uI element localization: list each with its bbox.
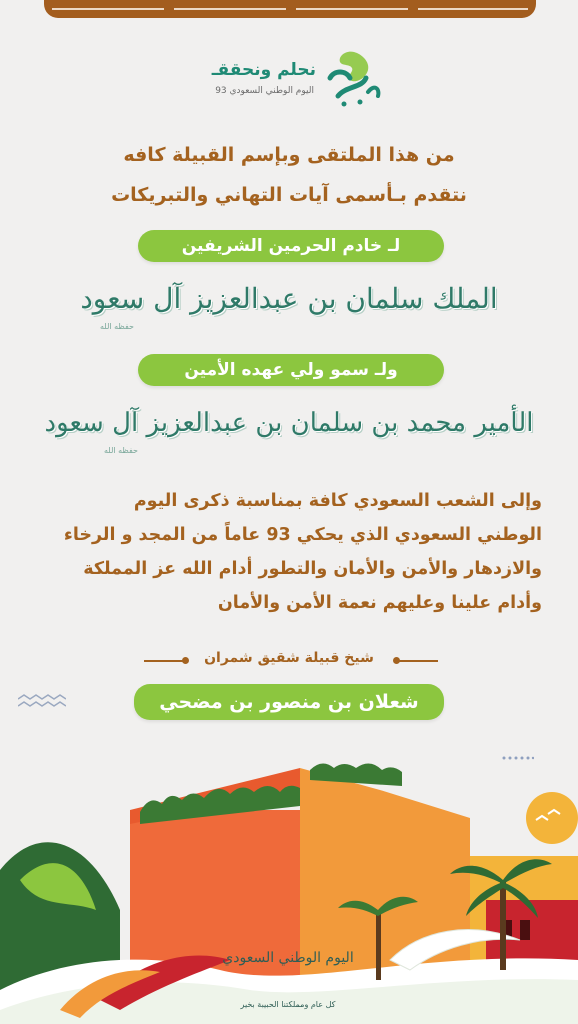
- divider-line: [144, 660, 184, 662]
- crown-prince-title-pill: ولـ سمو ولي عهده الأمين: [138, 354, 444, 386]
- paragraph-line: والازدهار والأمن والأمان والتطور أدام الله عز المملكة: [83, 559, 542, 579]
- paragraph-line: الوطني السعودي الذي يحكي 93 عاماً من المجد و الرخاء: [63, 525, 542, 545]
- greeting-line-1: من هذا الملتقى وبإسم القبيلة كافه: [123, 144, 455, 166]
- congratulation-paragraph: [36, 484, 542, 620]
- national-day-logo-mark-icon: [316, 48, 386, 110]
- zigzag-decoration-icon: [18, 694, 66, 710]
- logo-title: نحلم ونحققـ: [211, 60, 316, 80]
- sheikh-name-pill: شعلان بن منصور بن مضحي: [134, 684, 444, 720]
- paragraph-line: وإلى الشعب السعودي كافة بمناسبة ذكرى اليوم: [133, 491, 542, 511]
- greeting-line-2: نتقدم بـأسمى آيات التهاني والتبريكات: [111, 184, 467, 206]
- footer-tagline: كل عام ومملكتنا الحبيبة بخير: [240, 1000, 336, 1009]
- king-name-calligraphy: الملك سلمان بن عبدالعزيز آل سعود: [80, 282, 498, 315]
- sheikh-title-row: [0, 644, 578, 674]
- story-progress-bar: [44, 0, 536, 18]
- national-day-logo: [196, 48, 386, 118]
- national-day-illustration: [0, 760, 578, 1024]
- king-blessing-tag: حفظه الله: [100, 322, 134, 331]
- story-segment: [418, 8, 528, 10]
- sheikh-title: شيخ قبيلة شقيق شمران: [204, 650, 374, 666]
- crown-prince-blessing-tag: حفظه الله: [104, 446, 138, 455]
- story-segment: [296, 8, 408, 10]
- logo-subtitle: اليوم الوطني السعودي 93: [215, 86, 314, 96]
- paragraph-line: وأدام علينا وعليهم نعمة الأمن والأمان: [217, 593, 542, 613]
- story-segment: [174, 8, 286, 10]
- king-title-pill: لـ خادم الحرمين الشريفين: [138, 230, 444, 262]
- footer-logo-text: اليوم الوطني السعودي: [222, 950, 354, 966]
- sun-icon: [526, 792, 578, 844]
- crown-prince-name-calligraphy: الأمير محمد بن سلمان بن عبدالعزيز آل سعود: [44, 408, 534, 438]
- divider-line: [398, 660, 438, 662]
- story-segment: [52, 8, 164, 10]
